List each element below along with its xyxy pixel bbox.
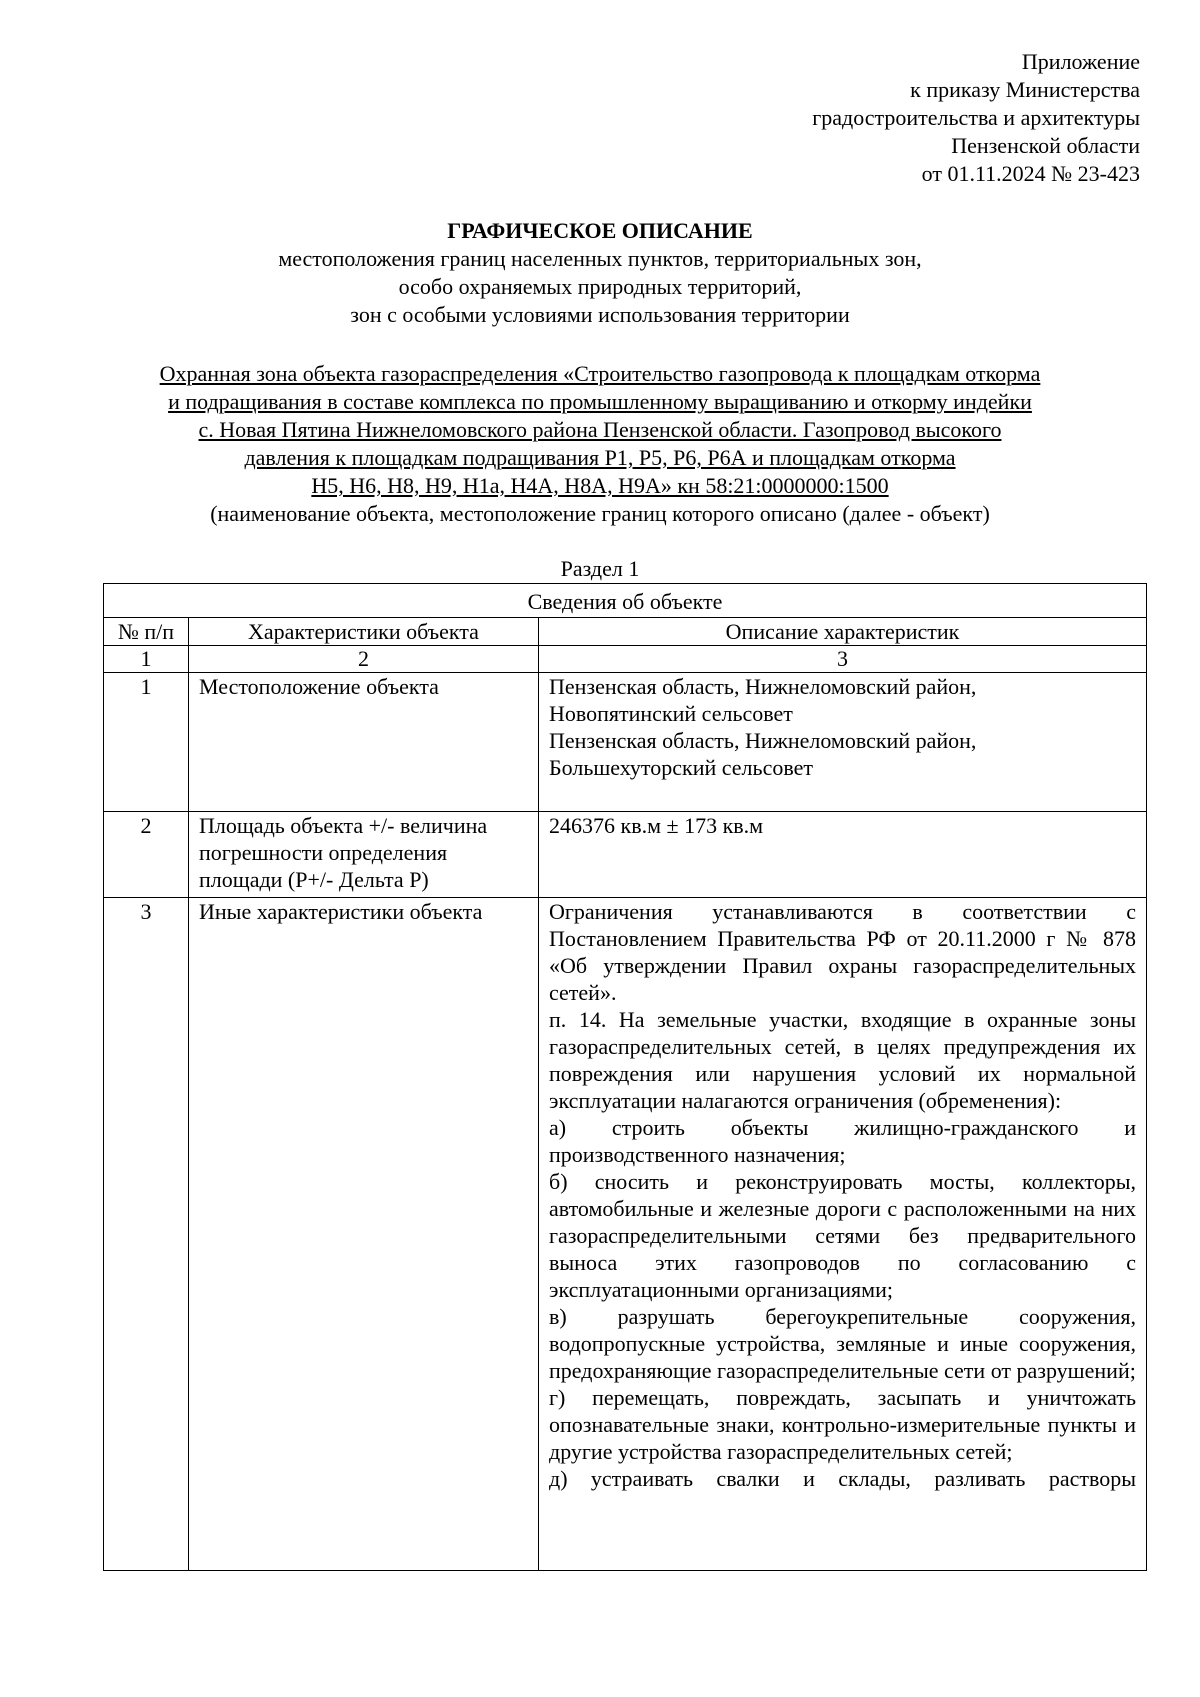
row-characteristic: Иные характеристики объекта (189, 898, 539, 1571)
description-paragraph: Ограничения устанавливаются в соответствии с Постановлением Правительства РФ от 20.11.2000 г № 878 «Об утверждении Правил охраны газораспределительных сетей». (549, 899, 1137, 1005)
description-paragraph: а) строить объекты жилищно-гражданского и производственного назначения; (549, 1115, 1137, 1167)
object-name-line: Охранная зона объекта газораспределения «Строительство газопровода к площадкам откорма (159, 361, 1041, 386)
appendix-block (600, 48, 1140, 188)
row-description (539, 812, 1147, 898)
column-number: 1 (104, 646, 189, 673)
appendix-order-date: от 01.11.2024 № 23-423 (921, 161, 1140, 186)
row-description (539, 673, 1147, 812)
row-description (539, 898, 1147, 1571)
object-name-line: давления к площадкам подращивания Р1, Р5, Р6, Р6А и площадкам откорма (244, 445, 956, 470)
document-title (100, 217, 1100, 329)
description-paragraph: б) сносить и реконструировать мосты, коллекторы, автомобильные и железные дороги с расположенными на них газораспределительными сетями без предварительного выноса этих газопроводов по согласованию с эксплуатационными организациями; (549, 1169, 1137, 1302)
object-name-line: Н5, Н6, Н8, Н9, Н1а, Н4А, Н8А, Н9А» кн 58:21:0000000:1500 (311, 473, 889, 498)
description-paragraph: д) устраивать свалки и склады, разливать растворы (549, 1466, 1137, 1491)
subtitle-line: местоположения границ населенных пунктов, территориальных зон, (278, 246, 922, 271)
description-line: Пензенская область, Нижнеломовский район, (549, 728, 977, 753)
row-characteristic: Площадь объекта +/- величина погрешности определения площади (Р+/- Дельта Р) (189, 812, 539, 898)
object-caption: (наименование объекта, местоположение границ которого описано (далее - объект) (210, 501, 990, 526)
table-row (104, 898, 1147, 1571)
row-number: 3 (104, 898, 189, 1571)
column-header-characteristic: Характеристики объекта (189, 618, 539, 646)
subtitle-line: особо охраняемых природных территорий, (398, 274, 802, 299)
object-name-line: с. Новая Пятина Нижнеломовского района Пензенской области. Газопровод высокого (198, 417, 1002, 442)
table-row (104, 673, 1147, 812)
appendix-line: Пензенской области (951, 133, 1140, 158)
row-characteristic: Местоположение объекта (189, 673, 539, 812)
description-line: Новопятинский сельсовет (549, 701, 793, 726)
column-number: 3 (539, 646, 1147, 673)
column-number: 2 (189, 646, 539, 673)
row-number: 1 (104, 673, 189, 812)
appendix-line: градостроительства и архитектуры (812, 105, 1140, 130)
title-heading: ГРАФИЧЕСКОЕ ОПИСАНИЕ (447, 218, 753, 243)
description-line: Пензенская область, Нижнеломовский район, (549, 674, 977, 699)
appendix-line: Приложение (1021, 49, 1140, 74)
description-paragraph: п. 14. На земельные участки, входящие в охранные зоны газораспределительных сетей, в целях предупреждения их повреждения или нарушения условий их нормальной эксплуатации налагаются ограничения (обременения): (549, 1007, 1137, 1113)
description-paragraph: г) перемещать, повреждать, засыпать и уничтожать опознавательные знаки, контрольно-измерительные пункты и другие устройства газораспределительных сетей; (549, 1385, 1137, 1464)
section-label: Раздел 1 (560, 556, 640, 581)
subtitle-line: зон с особыми условиями использования территории (350, 302, 850, 327)
object-info-table (103, 583, 1147, 1571)
column-header-description: Описание характеристик (539, 618, 1147, 646)
table-caption: Сведения об объекте (104, 584, 1147, 618)
table-row (104, 812, 1147, 898)
description-line: Большехуторский сельсовет (549, 755, 813, 780)
row-number: 2 (104, 812, 189, 898)
appendix-line: к приказу Министерства (910, 77, 1140, 102)
object-name-block (100, 360, 1100, 528)
column-header-number: № п/п (104, 618, 189, 646)
description-paragraph: в) разрушать берегоукрепительные сооружения, водопропускные устройства, земляные и иные сооружения, предохраняющие газораспределительные сети от разрушений; (549, 1304, 1137, 1383)
area-value: 246376 кв.м ± 173 кв.м (549, 813, 764, 838)
object-name-line: и подращивания в составе комплекса по промышленному выращиванию и откорму индейки (168, 389, 1032, 414)
